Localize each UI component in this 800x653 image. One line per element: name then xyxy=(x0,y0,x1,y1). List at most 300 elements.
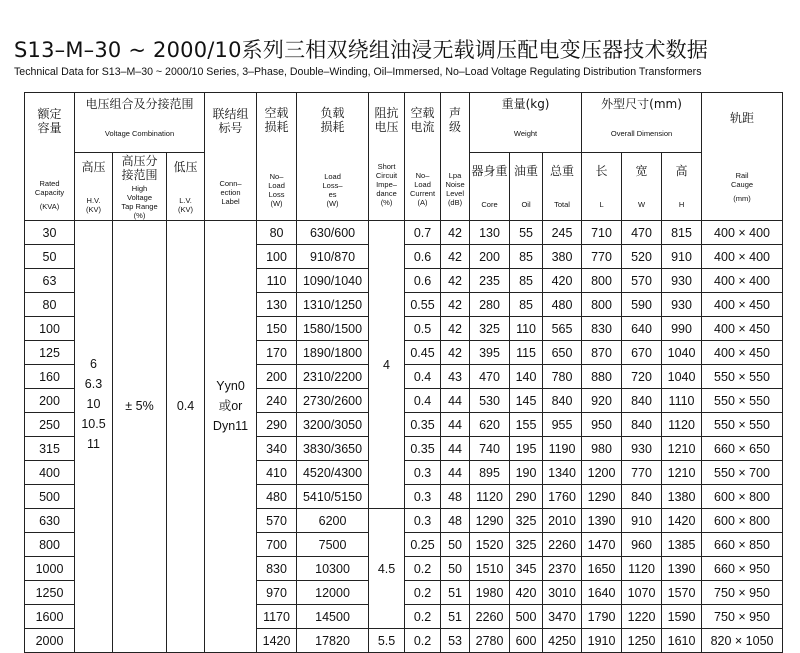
cell-noise: 42 xyxy=(441,221,470,245)
cell-load-loss: 5410/5150 xyxy=(297,485,369,509)
cell-oil-weight: 155 xyxy=(510,413,543,437)
cell-noload-current: 0.2 xyxy=(405,581,441,605)
cell-noload-current: 0.4 xyxy=(405,365,441,389)
cell-total-weight: 955 xyxy=(543,413,582,437)
cell-length: 880 xyxy=(582,365,622,389)
cell-noload-current: 0.7 xyxy=(405,221,441,245)
imp-cn2: 电压 xyxy=(374,120,399,134)
cell-width: 1120 xyxy=(622,557,662,581)
cell-noise: 42 xyxy=(441,341,470,365)
tap-en3: Tap Range xyxy=(121,201,158,211)
load-en1: Load xyxy=(324,171,341,181)
cell-noload-loss: 700 xyxy=(257,533,297,557)
cell-noise: 53 xyxy=(441,629,470,653)
cell-noise: 48 xyxy=(441,485,470,509)
cell-noise: 42 xyxy=(441,245,470,269)
cell-load-loss: 12000 xyxy=(297,581,369,605)
cur-en2: Load xyxy=(414,180,431,189)
cell-noload-loss: 150 xyxy=(257,317,297,341)
cell-lv: 0.4 xyxy=(167,221,205,653)
cell-kva: 63 xyxy=(25,269,75,293)
dim-en: Overall Dimension xyxy=(610,129,673,138)
cell-rail-gauge: 660 × 650 xyxy=(702,437,783,461)
cell-noload-loss: 970 xyxy=(257,581,297,605)
header-rated-capacity xyxy=(25,93,75,221)
cell-height: 910 xyxy=(662,245,702,269)
imp-en3: Impe– xyxy=(376,180,397,189)
l-en: L xyxy=(599,200,604,209)
lv-unit: (KV) xyxy=(178,204,194,214)
noise-en2: Noise xyxy=(445,180,465,189)
load-en3: es xyxy=(328,189,337,199)
cell-height: 990 xyxy=(662,317,702,341)
cell-length: 1650 xyxy=(582,557,622,581)
cell-height: 1590 xyxy=(662,605,702,629)
cell-kva: 250 xyxy=(25,413,75,437)
cell-kva: 500 xyxy=(25,485,75,509)
cell-load-loss: 10300 xyxy=(297,557,369,581)
cell-noise: 44 xyxy=(441,437,470,461)
conn-cn2: 标号 xyxy=(218,121,243,135)
cell-noise: 43 xyxy=(441,365,470,389)
cell-load-loss: 4520/4300 xyxy=(297,461,369,485)
cell-rail-gauge: 550 × 550 xyxy=(702,389,783,413)
cell-total-weight: 245 xyxy=(543,221,582,245)
cell-total-weight: 650 xyxy=(543,341,582,365)
cell-core-weight: 1290 xyxy=(470,509,510,533)
cell-noise: 48 xyxy=(441,509,470,533)
cell-width: 590 xyxy=(622,293,662,317)
cell-noise: 42 xyxy=(441,317,470,341)
cell-height: 1380 xyxy=(662,485,702,509)
cell-total-weight: 2010 xyxy=(543,509,582,533)
cell-noload-loss: 830 xyxy=(257,557,297,581)
cell-noload-loss: 480 xyxy=(257,485,297,509)
spec-table xyxy=(24,92,783,653)
cur-en3: Current xyxy=(410,189,436,198)
voltage-cn: 电压组合及分接范围 xyxy=(85,97,194,111)
noise-en3: Level xyxy=(446,189,464,198)
cell-width: 570 xyxy=(622,269,662,293)
noload-en2: Load xyxy=(268,180,285,190)
cell-total-weight: 840 xyxy=(543,389,582,413)
cell-height: 1120 xyxy=(662,413,702,437)
cell-rail-gauge: 550 × 550 xyxy=(702,413,783,437)
cell-core-weight: 1520 xyxy=(470,533,510,557)
imp-en1: Short xyxy=(377,162,396,171)
cell-rail-gauge: 550 × 550 xyxy=(702,365,783,389)
cell-core-weight: 1120 xyxy=(470,485,510,509)
cell-rail-gauge: 820 × 1050 xyxy=(702,629,783,653)
cell-noload-current: 0.3 xyxy=(405,485,441,509)
cur-cn1: 空载 xyxy=(410,106,435,120)
cell-kva: 630 xyxy=(25,509,75,533)
cell-length: 800 xyxy=(582,293,622,317)
cell-length: 870 xyxy=(582,341,622,365)
cell-height: 1610 xyxy=(662,629,702,653)
cell-length: 1200 xyxy=(582,461,622,485)
cell-noload-current: 0.25 xyxy=(405,533,441,557)
header-total-weight xyxy=(543,153,582,221)
hv-value: 6.3 xyxy=(84,377,103,391)
cell-total-weight: 2370 xyxy=(543,557,582,581)
cell-rail-gauge: 550 × 700 xyxy=(702,461,783,485)
cell-noload-loss: 570 xyxy=(257,509,297,533)
conn-cn1: 联结组 xyxy=(212,107,249,121)
cell-impedance: 5.5 xyxy=(369,629,405,653)
cell-oil-weight: 85 xyxy=(510,293,543,317)
rated-cn: 额定容量 xyxy=(37,106,62,135)
load-en2: Loss– xyxy=(322,180,343,190)
load-cn1: 负载 xyxy=(320,105,345,120)
cell-rail-gauge: 400 × 400 xyxy=(702,245,783,269)
cell-impedance: 4.5 xyxy=(369,509,405,629)
oil-cn: 油重 xyxy=(514,164,539,178)
cell-noload-current: 0.3 xyxy=(405,461,441,485)
cell-oil-weight: 325 xyxy=(510,533,543,557)
cell-core-weight: 620 xyxy=(470,413,510,437)
cell-noload-loss: 340 xyxy=(257,437,297,461)
noload-cn1: 空载 xyxy=(264,105,289,120)
load-unit: (W) xyxy=(326,198,339,208)
l-cn: 长 xyxy=(595,164,608,178)
cell-core-weight: 470 xyxy=(470,365,510,389)
cell-rail-gauge: 400 × 450 xyxy=(702,317,783,341)
header-noload-current xyxy=(405,93,441,221)
cell-noload-current: 0.35 xyxy=(405,413,441,437)
cell-connection xyxy=(205,221,257,653)
noload-cn2: 损耗 xyxy=(264,119,289,134)
cell-load-loss: 7500 xyxy=(297,533,369,557)
cell-kva: 200 xyxy=(25,389,75,413)
cell-height: 1210 xyxy=(662,437,702,461)
lv-cn: 低压 xyxy=(173,159,198,174)
cur-cn2: 电流 xyxy=(410,120,435,134)
cell-noload-loss: 170 xyxy=(257,341,297,365)
cell-width: 670 xyxy=(622,341,662,365)
cell-load-loss: 1890/1800 xyxy=(297,341,369,365)
cell-height: 1040 xyxy=(662,341,702,365)
cell-rail-gauge: 400 × 400 xyxy=(702,269,783,293)
cell-oil-weight: 290 xyxy=(510,485,543,509)
cell-width: 520 xyxy=(622,245,662,269)
cell-oil-weight: 190 xyxy=(510,461,543,485)
conn-en3: Label xyxy=(221,197,240,206)
hv-en: H.V. xyxy=(86,195,101,205)
cell-load-loss: 630/600 xyxy=(297,221,369,245)
imp-unit: (%) xyxy=(380,198,393,207)
total-en: Total xyxy=(554,200,570,209)
hv-value: 11 xyxy=(87,437,100,451)
w-cn: 宽 xyxy=(635,164,648,178)
cell-width: 1070 xyxy=(622,581,662,605)
cell-noload-current: 0.5 xyxy=(405,317,441,341)
imp-cn1: 阻抗 xyxy=(374,106,399,120)
cell-noload-loss: 410 xyxy=(257,461,297,485)
cell-hv-values xyxy=(75,221,113,653)
cell-oil-weight: 55 xyxy=(510,221,543,245)
cell-height: 930 xyxy=(662,269,702,293)
header-height xyxy=(662,153,702,221)
cell-noise: 44 xyxy=(441,461,470,485)
cell-width: 840 xyxy=(622,485,662,509)
cell-length: 980 xyxy=(582,437,622,461)
cell-rail-gauge: 600 × 800 xyxy=(702,509,783,533)
core-en: Core xyxy=(481,200,498,209)
header-noload-loss xyxy=(257,93,297,221)
cell-oil-weight: 195 xyxy=(510,437,543,461)
cell-length: 1390 xyxy=(582,509,622,533)
cell-oil-weight: 325 xyxy=(510,509,543,533)
weight-en: Weight xyxy=(513,129,538,138)
cell-length: 800 xyxy=(582,269,622,293)
cell-tap-range: ± 5% xyxy=(113,221,167,653)
cur-en1: No– xyxy=(415,171,430,180)
cell-core-weight: 530 xyxy=(470,389,510,413)
hv-cn: 高压 xyxy=(81,159,106,174)
cell-length: 1640 xyxy=(582,581,622,605)
header-core-weight xyxy=(470,153,510,221)
cell-height: 1390 xyxy=(662,557,702,581)
cell-noload-current: 0.55 xyxy=(405,293,441,317)
cell-core-weight: 280 xyxy=(470,293,510,317)
cell-width: 640 xyxy=(622,317,662,341)
cell-noload-loss: 100 xyxy=(257,245,297,269)
cell-core-weight: 895 xyxy=(470,461,510,485)
cell-core-weight: 1980 xyxy=(470,581,510,605)
cell-total-weight: 3470 xyxy=(543,605,582,629)
tap-en1: High xyxy=(131,183,148,193)
page-subtitle: Technical Data for S13–M–30 ~ 2000/10 Series, 3–Phase, Double–Winding, Oil–Immersed, No–Load Voltage Regulating Distribution Transformers xyxy=(14,66,702,78)
cell-width: 840 xyxy=(622,413,662,437)
cell-total-weight: 780 xyxy=(543,365,582,389)
conn-en2: ection xyxy=(220,188,241,197)
cell-load-loss: 1310/1250 xyxy=(297,293,369,317)
cell-kva: 800 xyxy=(25,533,75,557)
cell-height: 930 xyxy=(662,293,702,317)
cell-load-loss: 910/870 xyxy=(297,245,369,269)
cell-noload-loss: 290 xyxy=(257,413,297,437)
cell-noload-current: 0.45 xyxy=(405,341,441,365)
cell-load-loss: 3830/3650 xyxy=(297,437,369,461)
cell-width: 470 xyxy=(622,221,662,245)
cell-noload-current: 0.6 xyxy=(405,245,441,269)
cell-width: 960 xyxy=(622,533,662,557)
cell-oil-weight: 345 xyxy=(510,557,543,581)
cell-length: 1910 xyxy=(582,629,622,653)
cell-width: 930 xyxy=(622,437,662,461)
cell-oil-weight: 115 xyxy=(510,341,543,365)
cell-height: 1385 xyxy=(662,533,702,557)
noise-unit: (dB) xyxy=(447,198,463,207)
cell-width: 1250 xyxy=(622,629,662,653)
cell-core-weight: 130 xyxy=(470,221,510,245)
cell-total-weight: 380 xyxy=(543,245,582,269)
header-lv xyxy=(167,153,205,221)
header-weight xyxy=(470,93,582,153)
cell-load-loss: 17820 xyxy=(297,629,369,653)
connection-value: Dyn11 xyxy=(212,419,249,433)
cell-kva: 1000 xyxy=(25,557,75,581)
cell-rail-gauge: 400 × 450 xyxy=(702,341,783,365)
cell-height: 815 xyxy=(662,221,702,245)
cell-noise: 42 xyxy=(441,293,470,317)
cell-kva: 100 xyxy=(25,317,75,341)
cell-kva: 80 xyxy=(25,293,75,317)
cell-noload-loss: 80 xyxy=(257,221,297,245)
cell-height: 1040 xyxy=(662,365,702,389)
cell-noise: 42 xyxy=(441,269,470,293)
header-impedance xyxy=(369,93,405,221)
cell-length: 1790 xyxy=(582,605,622,629)
header-load-loss xyxy=(297,93,369,221)
tap-cn1: 高压分 xyxy=(121,153,158,168)
voltage-en: Voltage Combination xyxy=(104,129,175,138)
cell-total-weight: 3010 xyxy=(543,581,582,605)
cell-noload-loss: 1420 xyxy=(257,629,297,653)
cell-noise: 44 xyxy=(441,389,470,413)
imp-en2: Circuit xyxy=(375,171,398,180)
connection-value: 或or xyxy=(218,399,243,413)
h-cn: 高 xyxy=(675,164,688,178)
cell-impedance: 4 xyxy=(369,221,405,509)
cell-noload-loss: 110 xyxy=(257,269,297,293)
cell-width: 910 xyxy=(622,509,662,533)
noise-en1: Lpa xyxy=(448,171,462,180)
h-en: H xyxy=(678,200,685,209)
cell-total-weight: 2260 xyxy=(543,533,582,557)
hv-value: 10 xyxy=(86,397,101,411)
cell-rail-gauge: 750 × 950 xyxy=(702,581,783,605)
cell-rail-gauge: 400 × 450 xyxy=(702,293,783,317)
rated-en2: Capacity xyxy=(34,187,65,197)
noise-cn2: 级 xyxy=(449,120,462,134)
cell-length: 770 xyxy=(582,245,622,269)
cell-kva: 125 xyxy=(25,341,75,365)
cell-noload-loss: 130 xyxy=(257,293,297,317)
cell-length: 1470 xyxy=(582,533,622,557)
cell-noload-loss: 1170 xyxy=(257,605,297,629)
cell-noise: 51 xyxy=(441,581,470,605)
noload-en1: No– xyxy=(269,171,284,181)
header-voltage-combination xyxy=(75,93,205,153)
cell-kva: 50 xyxy=(25,245,75,269)
hv-value: 6 xyxy=(90,357,97,371)
oil-en: Oil xyxy=(521,200,531,209)
cell-rail-gauge: 660 × 950 xyxy=(702,557,783,581)
cell-width: 720 xyxy=(622,365,662,389)
core-cn: 器身重 xyxy=(471,164,508,178)
page-title: S13–M–30 ~ 2000/10系列三相双绕组油浸无载调压配电变压器技术数据 xyxy=(14,38,709,62)
rail-en2: Cauge xyxy=(730,179,754,189)
load-cn2: 损耗 xyxy=(320,119,345,134)
cell-core-weight: 235 xyxy=(470,269,510,293)
cell-noise: 51 xyxy=(441,605,470,629)
cell-rail-gauge: 660 × 850 xyxy=(702,533,783,557)
cell-core-weight: 1510 xyxy=(470,557,510,581)
tap-cn2: 接范围 xyxy=(121,167,158,182)
cell-load-loss: 3200/3050 xyxy=(297,413,369,437)
cell-height: 1210 xyxy=(662,461,702,485)
rail-cn: 轨距 xyxy=(730,110,755,125)
dim-cn: 外型尺寸(mm) xyxy=(601,97,682,111)
cell-noload-loss: 200 xyxy=(257,365,297,389)
w-en: W xyxy=(637,200,646,209)
cell-length: 710 xyxy=(582,221,622,245)
cell-oil-weight: 500 xyxy=(510,605,543,629)
cell-oil-weight: 85 xyxy=(510,269,543,293)
cell-height: 1420 xyxy=(662,509,702,533)
cell-kva: 30 xyxy=(25,221,75,245)
cell-noise: 44 xyxy=(441,413,470,437)
table-body xyxy=(25,221,783,653)
cell-rail-gauge: 400 × 400 xyxy=(702,221,783,245)
cell-rail-gauge: 750 × 950 xyxy=(702,605,783,629)
header-oil-weight xyxy=(510,153,543,221)
cell-width: 770 xyxy=(622,461,662,485)
cell-total-weight: 4250 xyxy=(543,629,582,653)
cell-core-weight: 740 xyxy=(470,437,510,461)
cell-load-loss: 1580/1500 xyxy=(297,317,369,341)
lv-en: L.V. xyxy=(179,195,192,205)
cell-oil-weight: 600 xyxy=(510,629,543,653)
cell-noload-current: 0.35 xyxy=(405,437,441,461)
cell-core-weight: 200 xyxy=(470,245,510,269)
cell-total-weight: 1190 xyxy=(543,437,582,461)
cell-kva: 2000 xyxy=(25,629,75,653)
cell-height: 1570 xyxy=(662,581,702,605)
header-noise-level xyxy=(441,93,470,221)
cell-height: 1110 xyxy=(662,389,702,413)
hv-unit: (KV) xyxy=(86,204,101,214)
cell-load-loss: 2730/2600 xyxy=(297,389,369,413)
header-dimension xyxy=(582,93,702,153)
header-connection-label xyxy=(205,93,257,221)
cell-oil-weight: 140 xyxy=(510,365,543,389)
cell-oil-weight: 420 xyxy=(510,581,543,605)
cell-total-weight: 565 xyxy=(543,317,582,341)
cell-rail-gauge: 600 × 800 xyxy=(702,485,783,509)
cell-noise: 50 xyxy=(441,533,470,557)
cell-oil-weight: 85 xyxy=(510,245,543,269)
cur-unit: (A) xyxy=(417,198,428,207)
cell-total-weight: 1760 xyxy=(543,485,582,509)
tap-en2: Voltage xyxy=(126,192,153,202)
weight-cn: 重量(kg) xyxy=(501,97,550,111)
cell-core-weight: 395 xyxy=(470,341,510,365)
noload-en3: Loss xyxy=(268,189,285,199)
header-length xyxy=(582,153,622,221)
rated-en1: Rated xyxy=(39,178,60,188)
cell-length: 920 xyxy=(582,389,622,413)
header-rail-gauge xyxy=(702,93,783,221)
cell-kva: 400 xyxy=(25,461,75,485)
cell-kva: 1600 xyxy=(25,605,75,629)
hv-value: 10.5 xyxy=(81,417,106,431)
cell-kva: 160 xyxy=(25,365,75,389)
header-hv xyxy=(75,153,113,221)
cell-kva: 315 xyxy=(25,437,75,461)
cell-load-loss: 2310/2200 xyxy=(297,365,369,389)
cell-load-loss: 6200 xyxy=(297,509,369,533)
header-width xyxy=(622,153,662,221)
tap-unit: (%) xyxy=(133,210,146,220)
rail-en1: Rail xyxy=(735,170,749,180)
cell-noload-current: 0.2 xyxy=(405,605,441,629)
cell-noload-current: 0.4 xyxy=(405,389,441,413)
cell-load-loss: 1090/1040 xyxy=(297,269,369,293)
cell-width: 1220 xyxy=(622,605,662,629)
